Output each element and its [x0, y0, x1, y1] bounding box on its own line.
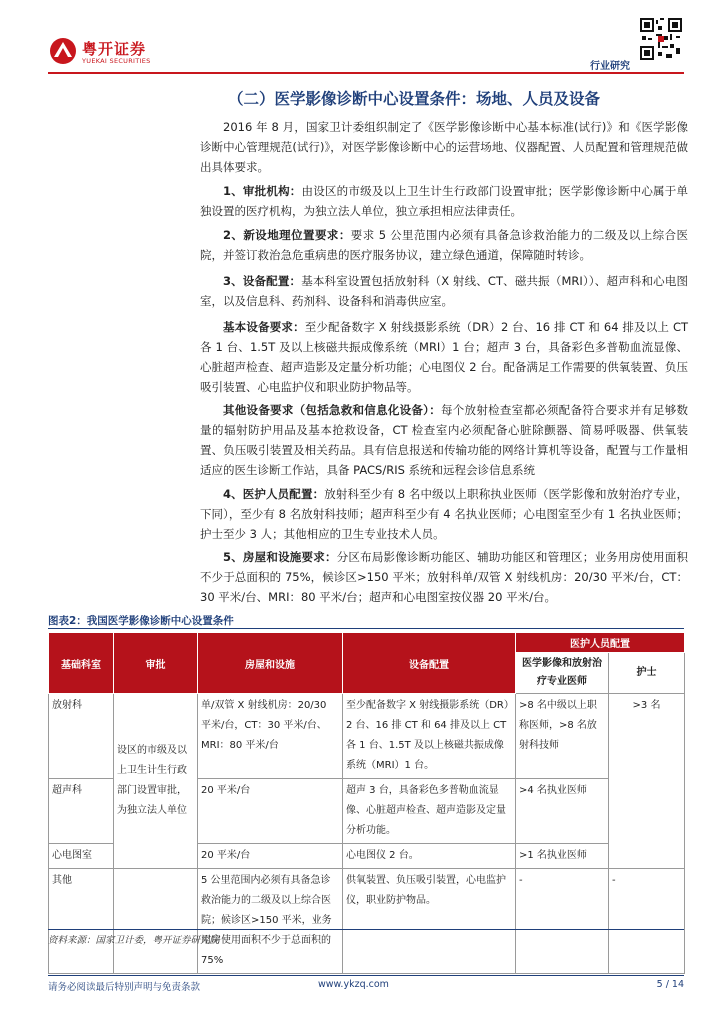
header-dept: 基础科室 — [49, 633, 114, 694]
footer-disclaimer-link[interactable]: 请务必阅读最后特别声明与免责条款 — [48, 982, 201, 993]
section-heading: （二）医学影像诊断中心设置条件：场地、人员及设备 — [228, 90, 601, 108]
cell-equipment: 心电图仪 2 台。 — [343, 844, 516, 869]
paragraph-text: 放射科至少有 8 名中级以上职称执业医师（医学影像和放射治疗专业，下同），至少有 8 名放射科技师；超声科至少有 4 名执业医师；心电图室至少有 1 名执业医师；护士至少 3 人；其他相应的卫生专业技术人员。 — [200, 487, 688, 541]
header-housing: 房屋和设施 — [198, 633, 343, 694]
source-divider — [48, 929, 684, 930]
paragraph-lead: 其他设备要求（包括急救和信息化设备）： — [223, 403, 441, 417]
paragraph-text: 分区布局影像诊断功能区、辅助功能区和管理区；业务用房使用面积不少于总面积的 75%，候诊区>150 平米；放射科单/双管 X 射线机房：20/30 平米/台，CT：30 平米/台、MRI：80 平米/台；超声和心电图室按仪器 20 平米/台。 — [200, 550, 688, 604]
logo-name: 粤开证券 — [82, 40, 147, 58]
cell-approval — [114, 869, 198, 974]
table-row — [49, 694, 685, 779]
cell-housing: 20 平米/台 — [198, 844, 343, 869]
cell-equipment: 供氧装置、负压吸引装置，心电监护仪，职业防护物品。 — [343, 869, 516, 974]
figure-source: 资料来源：国家卫计委，粤开证券研究院 — [48, 935, 220, 946]
paragraph-lead: 1、审批机构： — [223, 184, 302, 198]
paragraph-other-equipment — [200, 400, 688, 480]
paragraph-text: 要求 5 公里范围内必须有具备急诊救治能力的二级及以上综合医院，并签订救治急危重病患的医疗服务协议，建立绿色通道，保障随时转诊。 — [200, 228, 688, 262]
cell-doctor: >8 名中级以上职称医师，>8 名放射科技师 — [516, 694, 609, 779]
header-approval: 审批 — [114, 633, 198, 694]
paragraph-lead: 5、房屋和设施要求： — [223, 550, 337, 564]
cell-doctor: >1 名执业医师 — [516, 844, 609, 869]
cell-dept: 心电图室 — [49, 844, 114, 869]
paragraph-location — [200, 225, 688, 265]
footer-divider — [48, 975, 684, 976]
paragraph-text: 至少配备数字 X 射线摄影系统（DR）2 台、16 排 CT 和 64 排及以上 CT 各 1 台、1.5T 及以上核磁共振成像系统（MRI）1 台；超声 3 台，具备彩色多普勒血流显像、心脏超声检查、超声造影及定量分析功能；心电图仪 2 台。配备满足工作需要的供氧装置、负压吸引装置、心电监护仪和职业防护物品等。 — [200, 320, 688, 394]
page-number: 5 / 14 — [656, 979, 684, 990]
paragraph-equipment — [200, 271, 688, 311]
table-row — [49, 869, 685, 974]
cell-equipment: 超声 3 台，具备彩色多普勒血流显像、心脏超声检查、超声造影及定量分析功能。 — [343, 779, 516, 844]
header-doctor: 医学影像和放射治疗专业医师 — [516, 653, 609, 694]
paragraph-intro — [200, 117, 688, 177]
paragraph-text: 每个放射检查室都必须配备符合要求并有足够数量的辐射防护用品及基本抢救设备，CT 检查室内必须配备心脏除颤器、简易呼吸器、供氧装置、负压吸引装置及相关药品。具有信息报送和传输功能的网络计算机等设备，配置与工作量相适应的医生诊断工作站，具备 PACS/RIS 系统和远程会诊信息系统 — [200, 403, 689, 477]
page-header — [0, 0, 724, 80]
header-divider — [48, 72, 684, 74]
cell-nurse: >3 名 — [609, 694, 685, 869]
paragraph-text: 由设区的市级及以上卫生计生行政部门设置审批；医学影像诊断中心属于单独设置的医疗机构，为独立法人单位，独立承担相应法律责任。 — [200, 184, 688, 218]
paragraph-lead: 2、新设地理位置要求： — [223, 228, 351, 242]
cell-housing: 单/双管 X 射线机房：20/30 平米/台，CT：30 平米/台、MRI：80 平米/台 — [198, 694, 343, 779]
paragraph-basic-equipment — [200, 317, 688, 397]
cell-nurse: - — [609, 869, 685, 974]
report-type-label: 行业研究 — [590, 61, 630, 72]
logo-subtitle: YUEKAI SECURITIES — [82, 57, 151, 65]
header-nurse: 护士 — [609, 653, 685, 694]
cell-dept: 放射科 — [49, 694, 114, 779]
qr-code-icon — [640, 18, 682, 60]
cell-approval: 设区的市级及以上卫生计生行政部门设置审批，为独立法人单位 — [114, 694, 198, 869]
header-staff-group: 医护人员配置 — [516, 633, 685, 653]
cell-doctor: - — [516, 869, 609, 974]
paragraph-approval — [200, 181, 688, 221]
paragraph-text: 2016 年 8 月，国家卫计委组织制定了《医学影像诊断中心基本标准(试行)》和《医学影像诊断中心管理规范(试行)》，对医学影像诊断中心的运营场地、仪器配置、人员配置和管理规范做出具体要求。 — [200, 120, 688, 174]
cell-housing: 20 平米/台 — [198, 779, 343, 844]
header-equipment: 设备配置 — [343, 633, 516, 694]
figure-title: 图表2：我国医学影像诊断中心设置条件 — [48, 615, 234, 627]
paragraph-lead: 基本设备要求： — [223, 320, 305, 334]
cell-dept: 超声科 — [49, 779, 114, 844]
paragraph-lead: 4、医护人员配置： — [223, 487, 325, 501]
paragraph-housing — [200, 547, 688, 607]
logo-mark-icon — [48, 36, 78, 66]
figure-title-divider — [48, 628, 684, 629]
footer-website-link[interactable]: www.ykzq.com — [318, 979, 389, 990]
cell-equipment: 至少配备数字 X 射线摄影系统（DR）2 台、16 排 CT 和 64 排及以上 CT 各 1 台、1.5T 及以上核磁共振成像系统（MRI）1 台。 — [343, 694, 516, 779]
paragraph-text: 基本科室设置包括放射科（X 射线、CT、磁共振（MRI））、超声科和心电图室，以及信息科、药剂科、设备科和消毒供应室。 — [200, 274, 688, 308]
conditions-table — [48, 632, 685, 974]
cell-dept: 其他 — [49, 869, 114, 974]
cell-doctor: >4 名执业医师 — [516, 779, 609, 844]
paragraph-lead: 3、设备配置： — [223, 274, 302, 288]
cell-housing: 5 公里范围内必须有具备急诊救治能力的二级及以上综合医院；候诊区>150 平米，业务用房使用面积不少于总面积的 75% — [198, 869, 343, 974]
paragraph-staff — [200, 484, 688, 544]
company-logo — [48, 36, 158, 72]
